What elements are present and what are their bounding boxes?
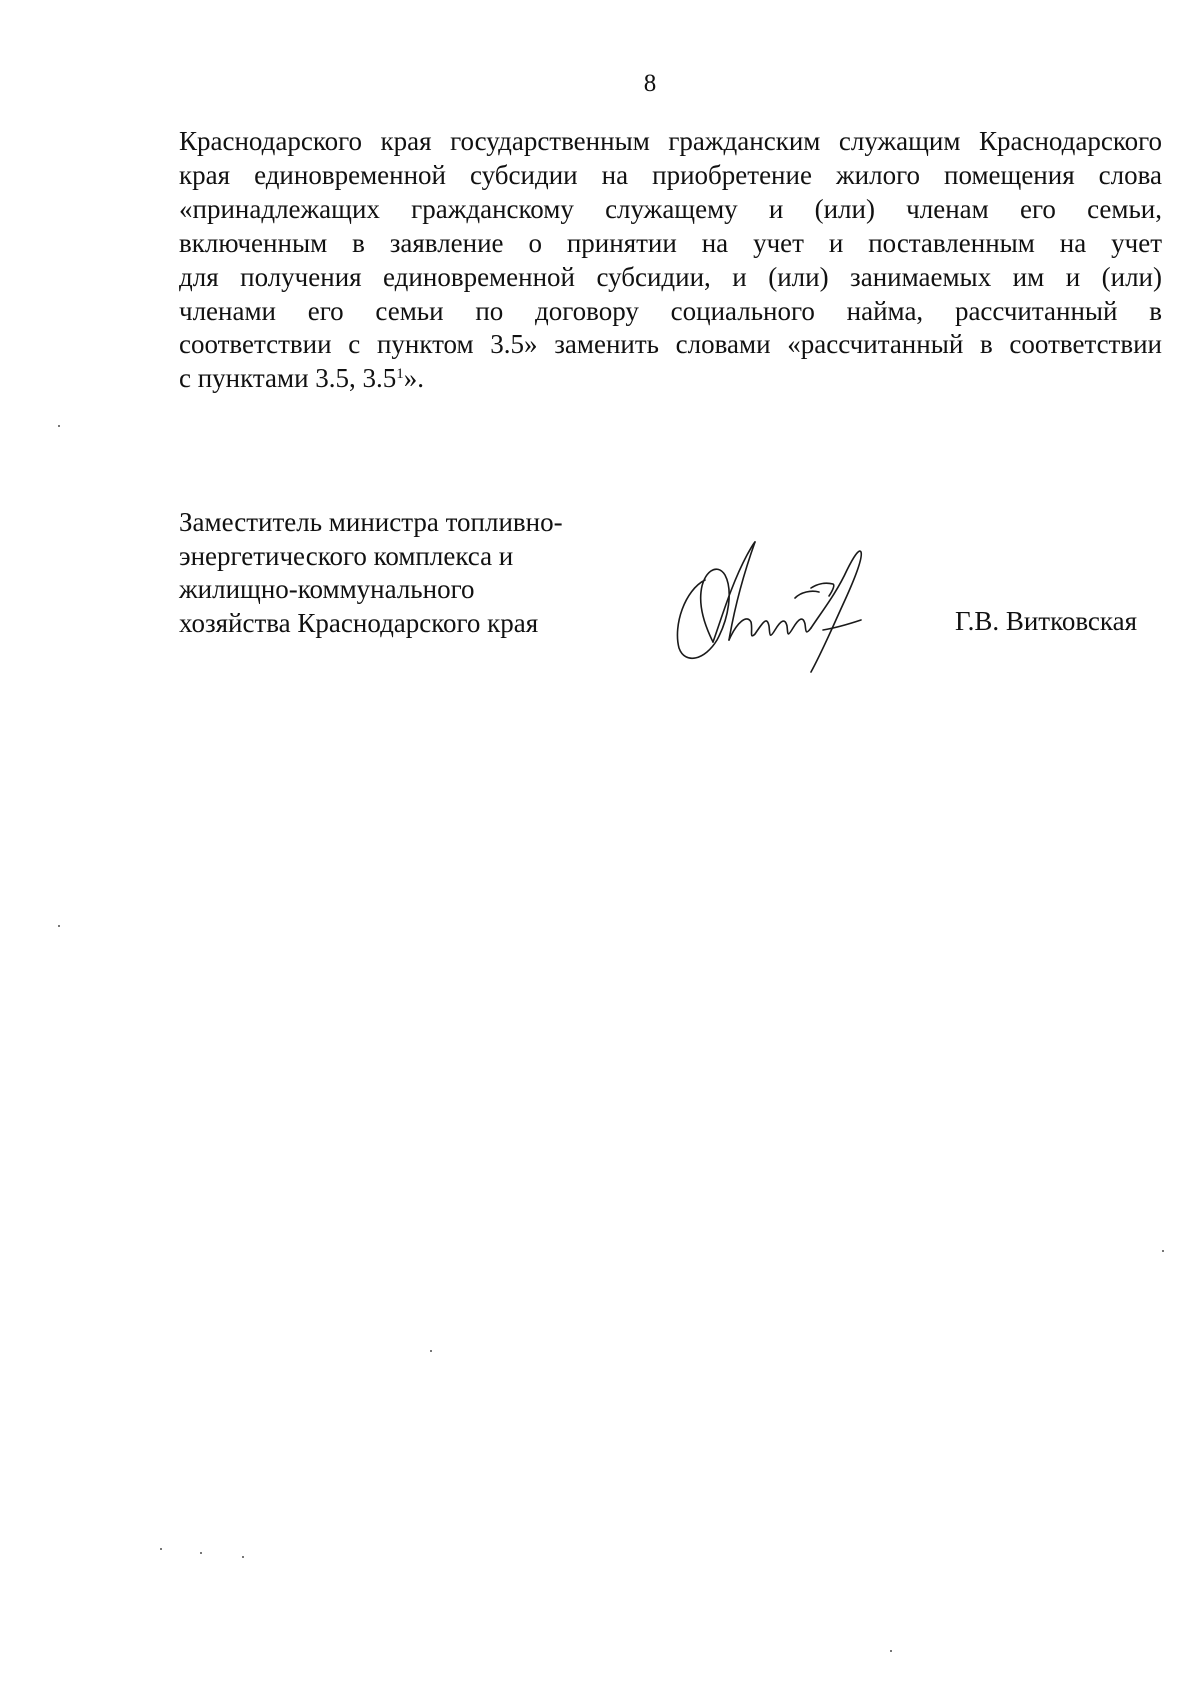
body-line: Краснодарского края государственным гражданским служащим Краснодарского	[179, 126, 1162, 156]
body-last-line	[179, 362, 1162, 396]
position-line: Заместитель министра топливно-	[179, 507, 563, 537]
signatory-name: Г.В. Витковская	[955, 606, 1138, 636]
document-body	[179, 125, 1162, 396]
body-line: «принадлежащих гражданскому служащему и (или) членам его семьи,	[179, 193, 1162, 224]
scan-speck	[430, 1350, 432, 1352]
scan-speck	[890, 1650, 892, 1652]
scan-speck	[58, 925, 60, 927]
scan-speck	[160, 1548, 162, 1550]
last-line-closing: ».	[403, 363, 425, 394]
scan-speck	[200, 1552, 202, 1554]
position-line: жилищно-коммунального	[179, 574, 475, 604]
scan-speck	[242, 1556, 244, 1558]
body-line: края единовременной субсидии на приобретение жилого помещения слова	[179, 159, 1162, 190]
signatory-position	[179, 506, 563, 640]
page-number: 8	[643, 70, 657, 97]
superscript-marker: 1	[396, 366, 404, 383]
body-line: включенным в заявление о принятии на учет и поставленным на учет	[179, 227, 1162, 258]
last-line-text: с пунктами 3.5, 3.5	[179, 363, 397, 394]
position-line: энергетического комплекса и	[179, 540, 514, 571]
handwritten-signature	[665, 530, 895, 680]
body-line: соответствии с пунктом 3.5» заменить словами «рассчитанный в соответствии	[179, 329, 1162, 360]
scan-speck	[1162, 1250, 1164, 1252]
body-line: для получения единовременной субсидии, и (или) занимаемых им и (или)	[179, 261, 1162, 292]
body-line: членами его семьи по договору социального найма, рассчитанный в	[179, 295, 1162, 326]
scan-speck	[58, 425, 60, 427]
position-line: хозяйства Краснодарского края	[179, 607, 539, 638]
